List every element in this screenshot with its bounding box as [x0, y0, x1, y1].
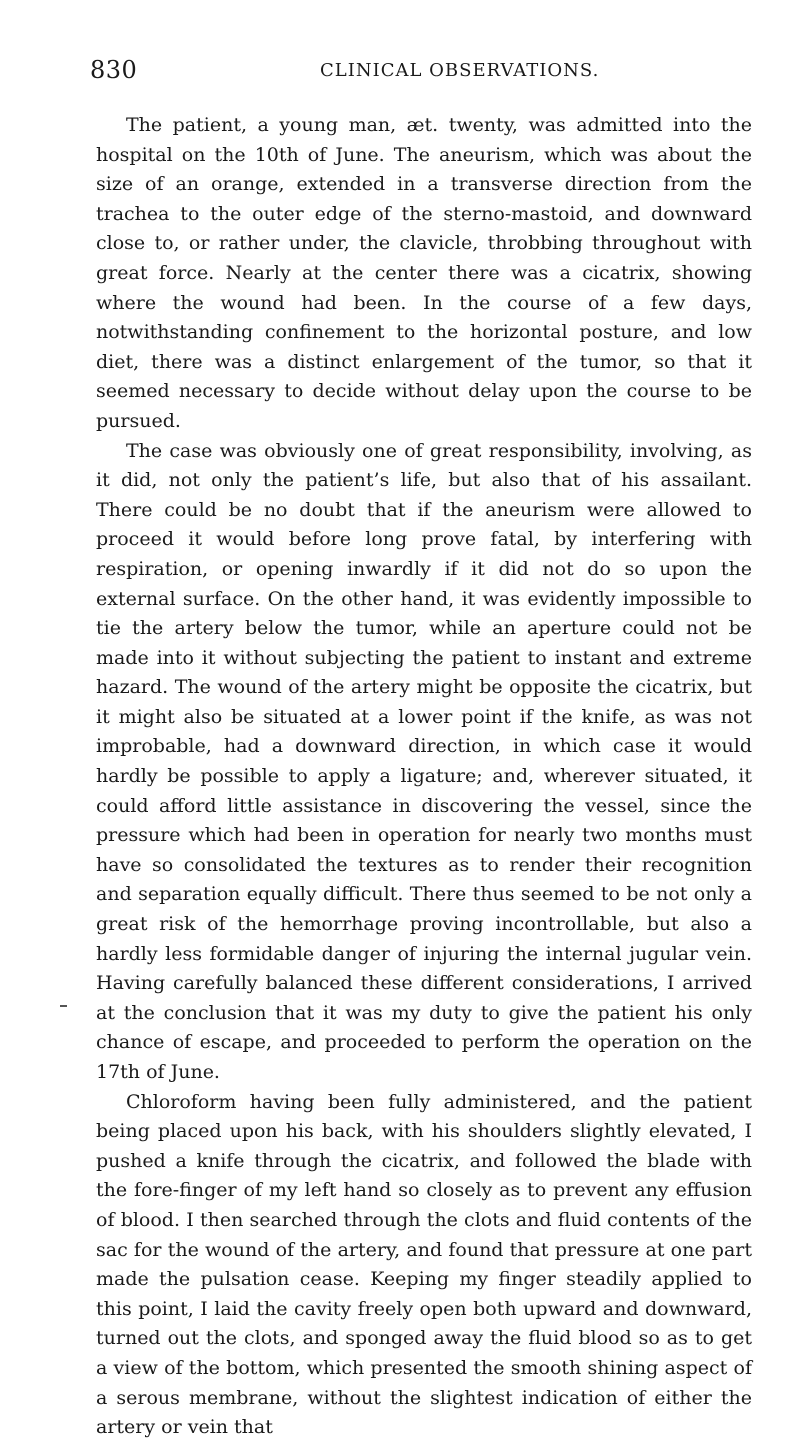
paragraph-3: Chloroform having been fully administered, and the patient being placed upon his back, with his shoulders slightly elevated, I pushed a knife through the cicatrix, and followed the blade with the fore-finger of my left hand so closely as to prevent any effusion of blood. I then searched through the clots and fluid contents of the sac for the wound of the artery, and found that pressure at one part made the pulsation cease. Keeping my finger steadily applied to this point, I laid the cavity freely open both upward and downward, turned out the clots, and sponged away the fluid blood so as to get a view of the bottom, which presented the smooth shining aspect of a serous membrane, without the slightest indication of either the artery or vein that [96, 1090, 752, 1439]
body-text [96, 111, 752, 1443]
paragraph-1: The patient, a young man, æt. twenty, was admitted into the hospital on the 10th of June. The aneurism, which was about the size of an orange, extended in a transverse direction from the trachea to the outer edge of the sterno-mastoid, and downward close to, or rather under, the clavicle, throbbing throughout with great force. Nearly at the center there was a cicatrix, showing where the wound had been. In the course of a few days, notwithstanding confinement to the horizontal posture, and low diet, there was a distinct enlargement of the tumor, so that it seemed necessary to decide without delay upon the course to be pursued. [96, 114, 752, 432]
margin-mark [60, 1005, 67, 1007]
page-header [90, 56, 750, 86]
page-number: 830 [90, 56, 138, 84]
paragraph-2: The case was obviously one of great responsibility, involving, as it did, not only the patient’s life, but also that of his assailant. There could be no doubt that if the aneurism were allowed to proceed it would before long prove fatal, by interfering with respiration, or opening inwardly if it did not do so upon the external surface. On the other hand, it was evidently impossible to tie the artery below the tumor, while an aperture could not be made into it without subjecting the patient to instant and extreme hazard. The wound of the artery might be opposite the cicatrix, but it might also be situated at a lower point if the knife, as was not improbable, had a downward direction, in which case it would hardly be possible to apply a ligature; and, wherever situated, it could afford little assistance in discovering the vessel, since the pressure which had been in operation for nearly two months must have so consolidated the textures as to render their recognition and separation equally difficult. There thus seemed to be not only a great risk of the hemorrhage proving incontrollable, but also a hardly less formidable danger of injuring the internal jugular vein. Having carefully balanced these different considerations, I arrived at the conclusion that it was my duty to give the patient his only chance of escape, and proceeded to perform the operation on the 17th of June. [96, 439, 752, 1083]
running-head: CLINICAL OBSERVATIONS. [320, 60, 600, 81]
